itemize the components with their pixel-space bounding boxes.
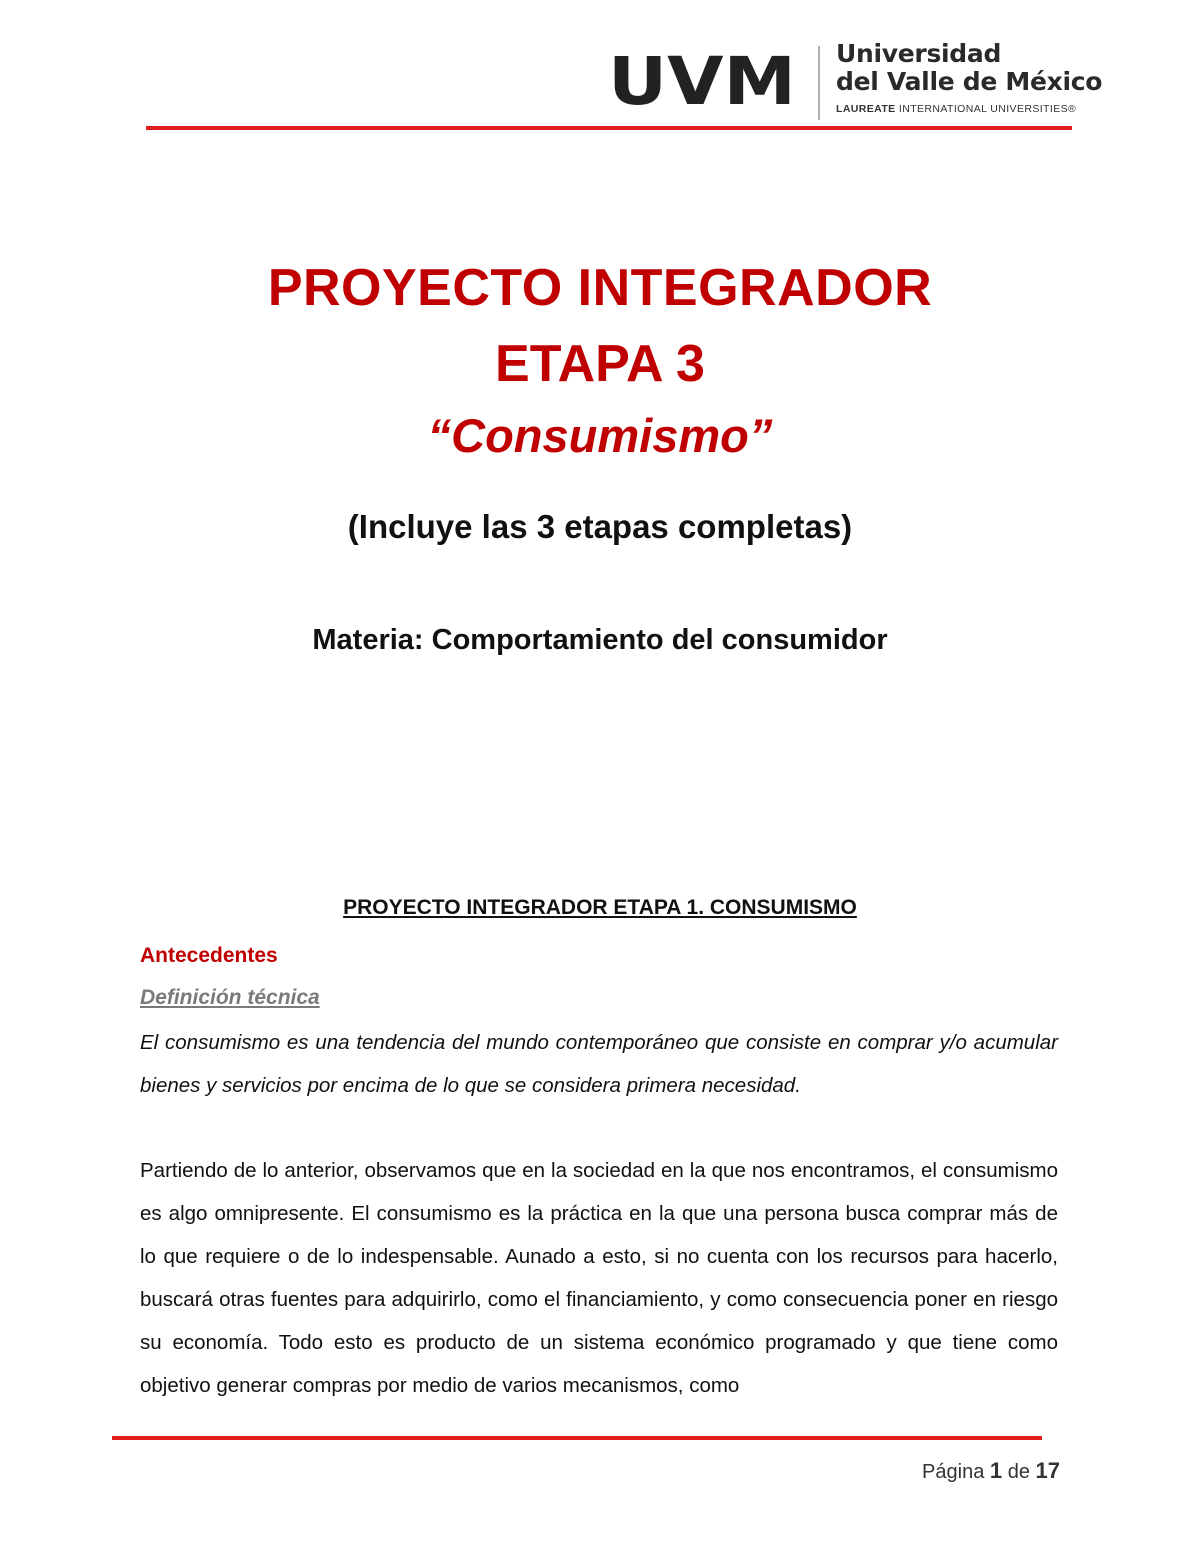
- title-line2: ETAPA 3: [495, 335, 705, 393]
- body-paragraph: Partiendo de lo anterior, observamos que en la sociedad en la que nos encontramos, el consumismo es algo omnipresente. El consumismo es la práctica en la que una persona busca comprar más de lo que requiere o de lo indespensable. Aunado a esto, si no cuenta con los recursos para hacerlo, buscará otras fuentes para adquirirlo, como el financiamiento, y como consecuencia poner en riesgo su economía. Todo esto es producto de un sistema económico programado y que tiene como objetivo generar compras por medio de varios mecanismos, como: [140, 1159, 1058, 1397]
- title-line3: “Consumismo”: [427, 409, 773, 462]
- subtitle: (Incluye las 3 etapas completas): [347, 508, 853, 545]
- definicion-label: Definición técnica: [140, 986, 320, 1009]
- definicion-paragraph: El consumismo es una tendencia del mundo contemporáneo que consiste en comprar y/o acumular bienes y servicios por encima de lo que se considera primera necesidad.: [140, 1031, 1058, 1097]
- antecedentes-heading: Antecedentes: [140, 944, 278, 967]
- university-name-line1: Universidad: [836, 39, 1002, 68]
- page-word: Página: [922, 1461, 985, 1483]
- tagline-bold: LAUREATE: [836, 103, 896, 115]
- university-name: [836, 40, 1102, 115]
- page-current: 1: [989, 1458, 1003, 1483]
- section-heading: PROYECTO INTEGRADOR ETAPA 1. CONSUMISMO: [343, 896, 857, 919]
- page-number: [922, 1458, 1060, 1484]
- of-word: de: [1007, 1461, 1030, 1483]
- page-total: 17: [1035, 1458, 1060, 1483]
- tagline-rest: INTERNATIONAL UNIVERSITIES®: [895, 103, 1077, 115]
- header-rule: [146, 126, 1072, 130]
- materia-line: Materia: Comportamiento del consumidor: [312, 624, 888, 656]
- title-line1: PROYECTO INTEGRADOR: [267, 259, 933, 317]
- uvm-logo-text: UVM: [608, 50, 796, 112]
- university-name-line2: del Valle de México: [836, 67, 1103, 96]
- logo-divider: [818, 46, 820, 120]
- laureate-tagline: [836, 103, 1102, 115]
- footer-rule: [112, 1436, 1042, 1440]
- uvm-logo-mark: [608, 50, 798, 112]
